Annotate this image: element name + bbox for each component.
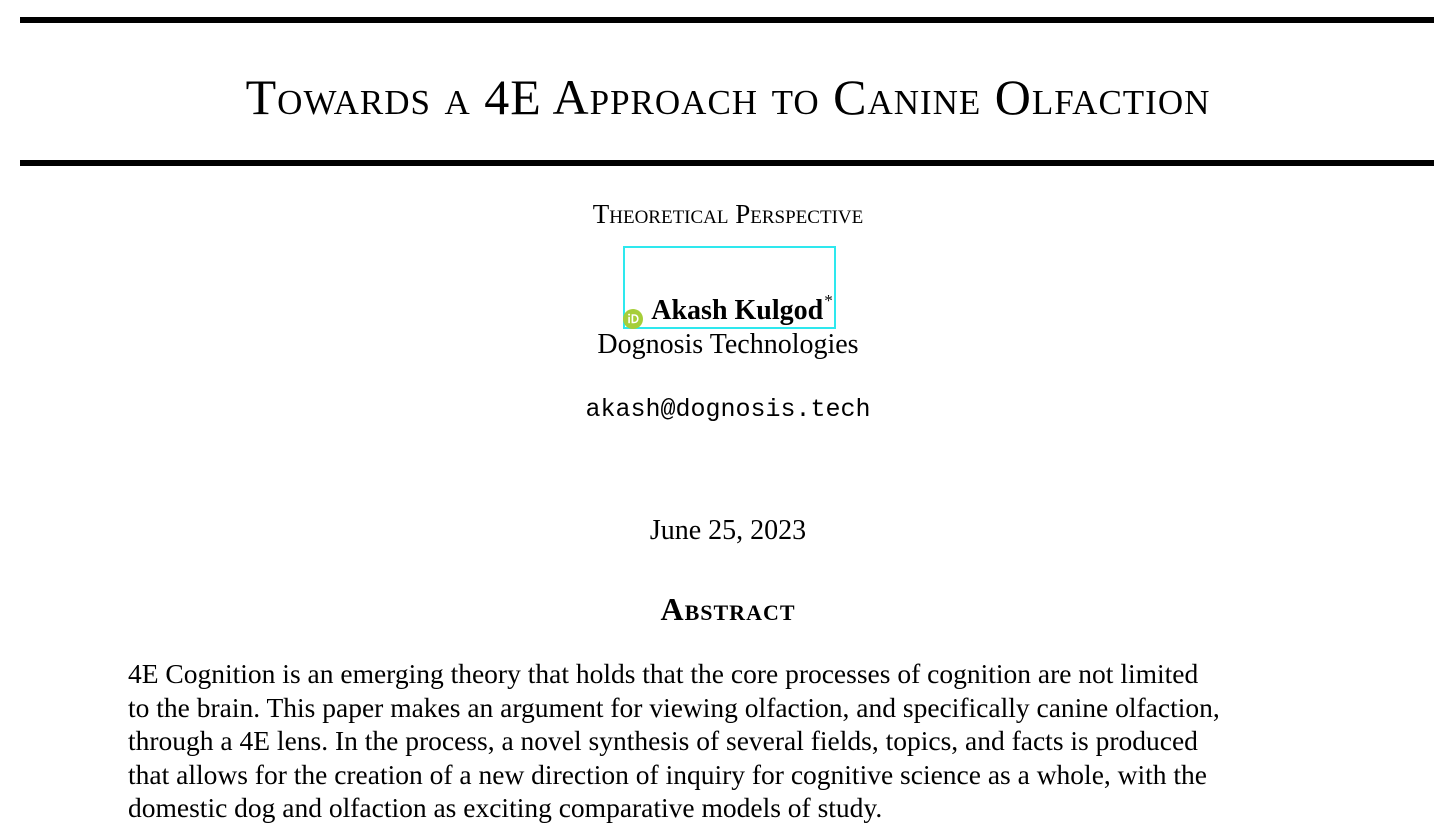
abstract-line: domestic dog and olfaction as exciting comparative models of study. — [128, 792, 883, 823]
abstract-line: that allows for the creation of a new direction of inquiry for cognitive science as a whole, with the — [128, 758, 1208, 790]
orcid-icon[interactable] — [623, 302, 643, 322]
author-affiliation: Dognosis Technologies — [597, 329, 859, 360]
author-footnote-mark: * — [824, 291, 833, 310]
title-rule-top — [20, 17, 1434, 23]
author-email[interactable]: akash@dognosis.tech — [585, 395, 871, 424]
author-name[interactable]: Akash Kulgod — [651, 295, 824, 326]
abstract-line: 4E Cognition is an emerging theory that holds that the core processes of cognition are not limited — [128, 658, 1199, 689]
paper-subtitle: Theoretical Perspective — [592, 199, 864, 229]
paper-title: Towards a 4E Approach to Canine Olfaction — [245, 69, 1211, 125]
paper-date: June 25, 2023 — [649, 515, 807, 546]
abstract-line: through a 4E lens. In the process, a novel synthesis of several fields, topics, and facts is produced — [128, 725, 1198, 756]
author-block — [623, 292, 832, 330]
abstract-line: to the brain. This paper makes an argument for viewing olfaction, and specifically canine olfaction, — [128, 691, 1220, 723]
abstract-heading: Abstract — [660, 591, 796, 627]
abstract-body — [128, 657, 1328, 825]
title-rule-bottom — [20, 160, 1434, 166]
